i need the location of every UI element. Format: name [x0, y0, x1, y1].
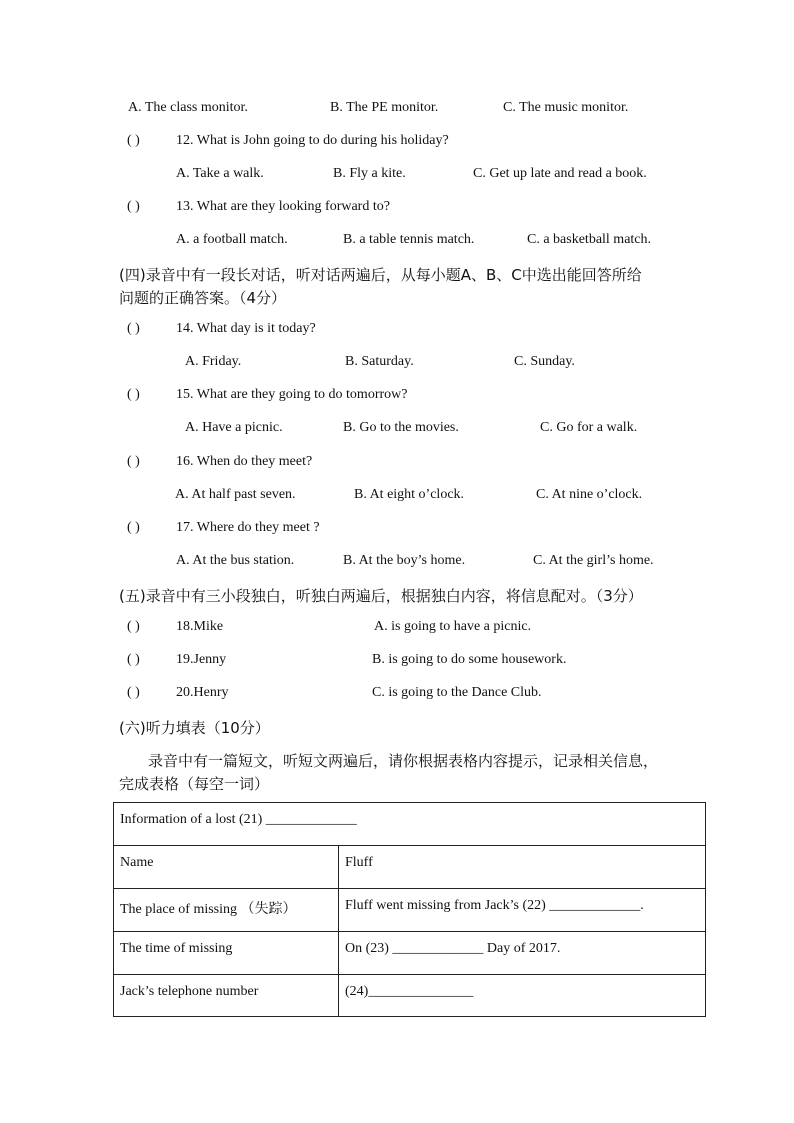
q15-option-a: A. Have a picnic.	[185, 420, 283, 435]
row-value-phone: (24)_______________	[339, 975, 706, 1017]
section-5-heading: (五)录音中有三小段独白，听独白两遍后，根据独白内容，将信息配对。（3分）	[119, 587, 643, 605]
section-4-heading: (四)录音中有一段长对话，听对话两遍后，从每小题A、B、C中选出能回答所给	[119, 266, 642, 284]
q17-option-a: A. At the bus station.	[176, 553, 295, 568]
q14-answer-blank: ( )	[127, 321, 140, 336]
q17-option-c: C. At the girl’s home.	[533, 553, 654, 568]
q18-answer-blank: ( )	[127, 619, 140, 634]
row-label-name: Name	[114, 846, 339, 889]
table-row	[114, 975, 706, 1017]
row-label-place: The place of missing （失踪）	[114, 889, 339, 932]
q15-option-b: B. Go to the movies.	[343, 420, 459, 435]
q14-option-a: A. Friday.	[185, 354, 242, 369]
q15-question: 15. What are they going to do tomorrow?	[176, 387, 408, 402]
row-label-time: The time of missing	[114, 932, 339, 975]
q13-answer-blank: ( )	[127, 199, 140, 214]
q20-answer-blank: ( )	[127, 685, 140, 700]
match-option-b: B. is going to do some housework.	[372, 652, 567, 667]
info-table	[113, 802, 706, 1016]
q15-option-c: C. Go for a walk.	[540, 420, 638, 435]
section-6-intro-cont: 完成表格（每空一词）	[119, 775, 270, 793]
q12-answer-blank: ( )	[127, 133, 140, 148]
table-row	[114, 889, 706, 932]
row-value-time: On (23) _____________ Day of 2017.	[339, 932, 706, 975]
q14-option-c: C. Sunday.	[514, 354, 575, 369]
q16-option-b: B. At eight o’clock.	[354, 487, 465, 502]
match-option-a: A. is going to have a picnic.	[374, 619, 532, 634]
q18-name: 18.Mike	[176, 619, 224, 634]
section-4-heading-cont: 问题的正确答案。（4分）	[119, 289, 287, 307]
q12-question: 12. What is John going to do during his holiday?	[176, 133, 449, 148]
q11-option-c: C. The music monitor.	[503, 100, 629, 115]
table-row	[114, 846, 706, 889]
section-6-heading: (六)听力填表（10分）	[119, 719, 270, 737]
q16-option-a: A. At half past seven.	[175, 487, 296, 502]
match-option-c: C. is going to the Dance Club.	[372, 685, 542, 700]
q12-option-a: A. Take a walk.	[176, 166, 264, 181]
q12-option-c: C. Get up late and read a book.	[473, 166, 647, 181]
q11-option-a: A. The class monitor.	[128, 100, 248, 115]
q12-option-b: B. Fly a kite.	[333, 166, 406, 181]
q13-question: 13. What are they looking forward to?	[176, 199, 390, 214]
q20-name: 20.Henry	[176, 685, 229, 700]
q16-option-c: C. At nine o’clock.	[536, 487, 643, 502]
q17-option-b: B. At the boy’s home.	[343, 553, 466, 568]
row-label-phone: Jack’s telephone number	[114, 975, 339, 1017]
table-row	[114, 932, 706, 975]
q19-name: 19.Jenny	[176, 652, 227, 667]
q16-answer-blank: ( )	[127, 454, 140, 469]
q15-answer-blank: ( )	[127, 387, 140, 402]
q17-question: 17. Where do they meet ?	[176, 520, 320, 535]
table-header-cell: Information of a lost (21) _____________	[114, 803, 706, 846]
q13-option-a: A. a football match.	[176, 232, 288, 247]
q14-question: 14. What day is it today?	[176, 321, 316, 336]
q13-option-b: B. a table tennis match.	[343, 232, 475, 247]
row-value-place: Fluff went missing from Jack’s (22) _____________.	[339, 889, 706, 932]
section-6-intro: 录音中有一篇短文，听短文两遍后，请你根据表格内容提示，记录相关信息，	[148, 752, 659, 770]
q11-option-b: B. The PE monitor.	[330, 100, 439, 115]
q19-answer-blank: ( )	[127, 652, 140, 667]
q16-question: 16. When do they meet?	[176, 454, 313, 469]
row-value-name: Fluff	[339, 846, 706, 889]
q14-option-b: B. Saturday.	[345, 354, 414, 369]
q13-option-c: C. a basketball match.	[527, 232, 652, 247]
q17-answer-blank: ( )	[127, 520, 140, 535]
